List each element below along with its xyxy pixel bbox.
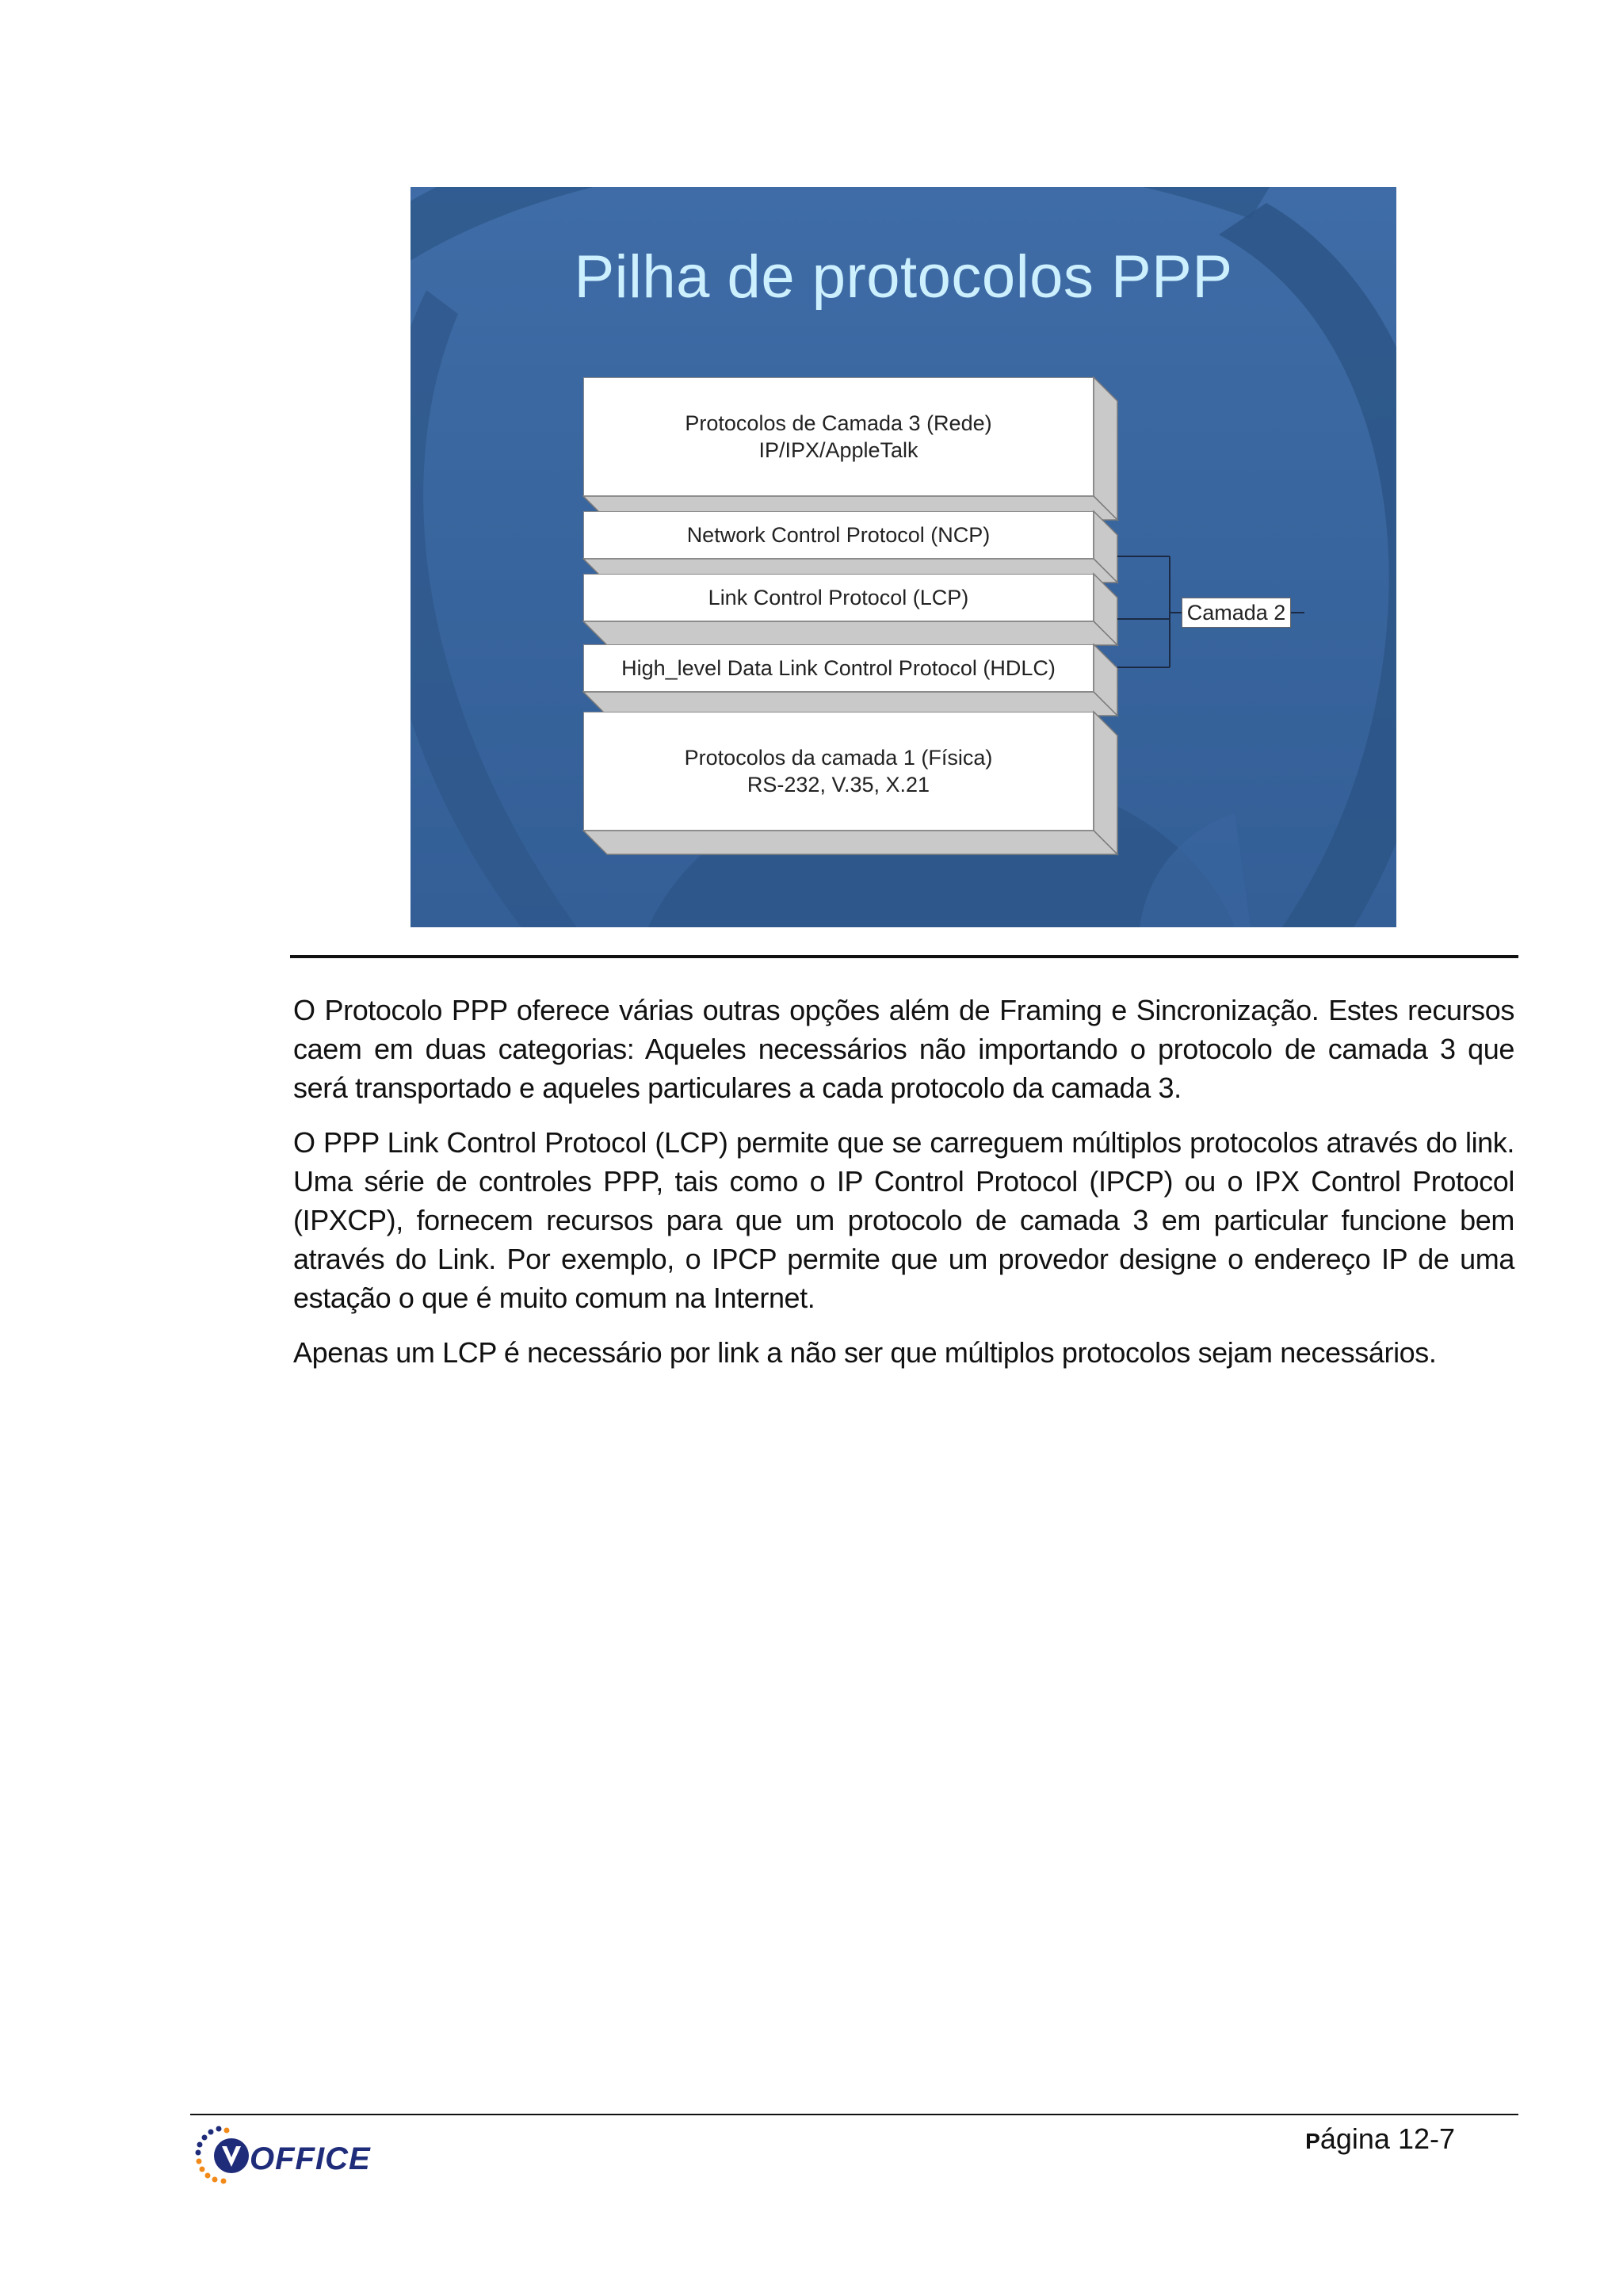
ncp-label: Network Control Protocol (NCP) [686, 523, 991, 547]
hdlc-label: High_level Data Link Control Protocol (HDLC) [621, 656, 1056, 680]
paragraph-1: O Protocolo PPP oferece várias outras opções além de Framing e Sincronização. Estes recursos caem em duas categorias: Aqueles necessários não importando o protocolo de camada 3 que será transportado e aqueles particulares a cada protocolo da camada 3. [293, 994, 1514, 1104]
page-number-label: ágina 12-7 [1319, 2122, 1455, 2155]
paragraph-2: O PPP Link Control Protocol (LCP) permite que se carreguem múltiplos protocolos através do link. Uma série de controles PPP, tais como o IP Control Protocol (IPCP) ou o IPX Control Protocol (IPXCP), fornecem recursos para que um protocolo de camada 3 em particular funcione bem através do Link. Por exemplo, o IPCP permite que um provedor designe o endereço IP de uma estação o que é muito comum na Internet. [293, 1126, 1514, 1314]
section-divider [290, 955, 1518, 958]
layer-1-interfaces: RS-232, V.35, X.21 [747, 773, 930, 797]
footer-divider [190, 2114, 1518, 2115]
lcp-label: Link Control Protocol (LCP) [708, 586, 969, 609]
body-text [293, 991, 1514, 1388]
layer-3-protocols: IP/IPX/AppleTalk [758, 438, 918, 462]
page-number-prefix: P [1305, 2129, 1320, 2153]
page-number [1305, 2122, 1455, 2156]
slide-title: Pilha de protocolos PPP [574, 243, 1233, 311]
layer-1-title: Protocolos da camada 1 (Física) [684, 746, 993, 770]
slide-image [411, 187, 1396, 927]
camada-2-bracket [411, 187, 1396, 927]
camada-2-label: Camada 2 [1182, 598, 1291, 628]
logo-wordmark: OFFICE [250, 2141, 371, 2176]
paragraph-3: Apenas um LCP é necessário por link a não ser que múltiplos protocolos sejam necessários. [293, 1336, 1437, 1369]
layer-3-title: Protocolos de Camada 3 (Rede) [685, 411, 992, 435]
